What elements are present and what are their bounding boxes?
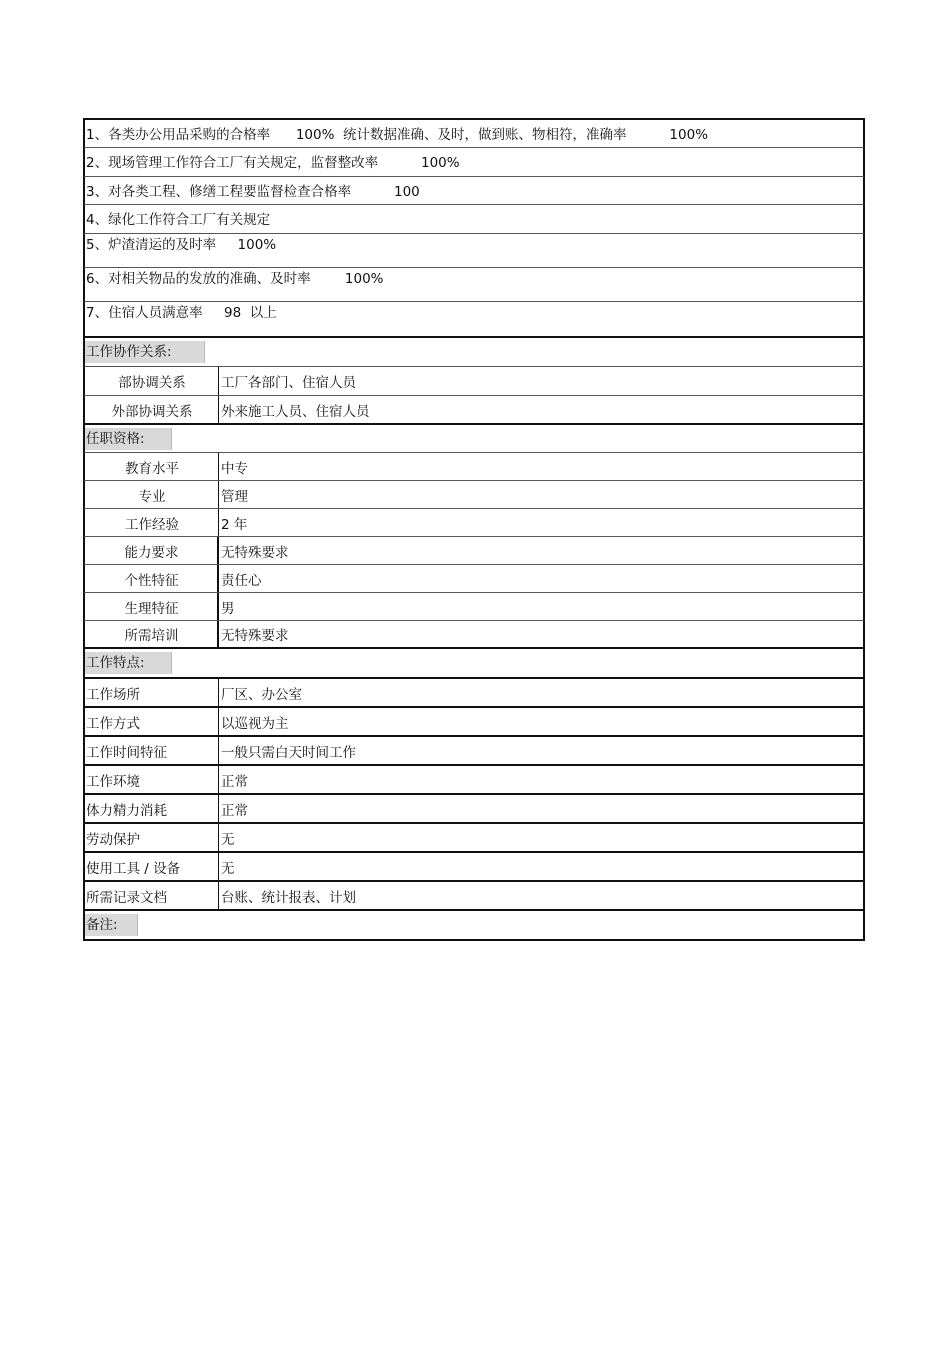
row-value: 男 xyxy=(221,600,235,617)
row-value: 一般只需白天时间工作 xyxy=(221,744,356,761)
row-label: 专业 xyxy=(85,481,219,508)
row-label: 工作环境 xyxy=(85,766,219,793)
row-value: 无特殊要求 xyxy=(221,628,289,644)
work-feature-row xyxy=(83,882,865,911)
work-feature-row xyxy=(83,679,865,708)
work-feature-row xyxy=(83,795,865,824)
kpi-text: 7、住宿人员满意率 98 以上 xyxy=(86,305,277,321)
kpi-text: 1、各类办公用品采购的合格率 100% 统计数据准确、及时，做到账、物相符，准确率 100% xyxy=(86,127,709,143)
work-feature-row xyxy=(83,853,865,882)
qualification-row xyxy=(83,453,865,481)
qualification-row xyxy=(83,565,865,593)
row-label: 所需培训 xyxy=(85,621,219,647)
row-label: 部协调关系 xyxy=(85,367,219,395)
section-title: 任职资格: xyxy=(85,428,172,450)
row-value: 管理 xyxy=(221,488,248,505)
row-label: 教育水平 xyxy=(85,453,219,480)
row-label: 工作时间特征 xyxy=(85,737,219,764)
qualification-row xyxy=(83,621,865,649)
row-value: 台账、统计报表、计划 xyxy=(221,889,356,906)
row-value: 正常 xyxy=(221,802,248,819)
row-value: 2 年 xyxy=(221,516,248,533)
work-feature-row xyxy=(83,737,865,766)
row-label: 个性特征 xyxy=(85,565,219,592)
kpi-row-4 xyxy=(83,205,865,234)
row-label: 体力精力消耗 xyxy=(85,795,219,822)
kpi-row-2 xyxy=(83,148,865,177)
remarks-section xyxy=(83,911,865,941)
section-title: 工作协作关系: xyxy=(85,341,205,363)
row-value: 无 xyxy=(221,860,235,877)
row-value: 无 xyxy=(221,831,235,848)
kpi-row-3 xyxy=(83,177,865,205)
row-value: 外来施工人员、住宿人员 xyxy=(221,403,370,420)
row-label: 能力要求 xyxy=(85,537,219,564)
row-label: 工作经验 xyxy=(85,509,219,536)
row-label: 生理特征 xyxy=(85,593,219,620)
kpi-text: 3、对各类工程、修缮工程要监督检查合格率 100 xyxy=(86,184,420,200)
row-label: 工作场所 xyxy=(85,679,219,706)
kpi-text: 6、对相关物品的发放的准确、及时率 100% xyxy=(86,271,384,287)
cooperation-row xyxy=(83,367,865,396)
row-value: 中专 xyxy=(221,460,248,477)
kpi-row-7 xyxy=(83,302,865,338)
qualification-row xyxy=(83,481,865,509)
section-title: 备注: xyxy=(85,914,138,936)
kpi-text: 5、炉渣清运的及时率 100% xyxy=(86,237,277,253)
row-label: 使用工具 / 设备 xyxy=(85,853,219,880)
row-label: 工作方式 xyxy=(85,708,219,735)
kpi-text: 2、现场管理工作符合工厂有关规定，监督整改率 100% xyxy=(86,155,460,171)
row-label: 所需记录文档 xyxy=(85,882,219,909)
row-label: 劳动保护 xyxy=(85,824,219,851)
row-value: 厂区、办公室 xyxy=(221,686,302,703)
row-value: 正常 xyxy=(221,773,248,790)
work-feature-row xyxy=(83,708,865,737)
cooperation-row xyxy=(83,396,865,425)
kpi-row-6 xyxy=(83,268,865,302)
row-value: 责任心 xyxy=(221,572,262,589)
job-description-table xyxy=(83,118,865,941)
qualification-row xyxy=(83,593,865,621)
qualification-row xyxy=(83,509,865,537)
section-title: 工作特点: xyxy=(85,652,172,674)
kpi-row-1 xyxy=(83,118,865,148)
row-value: 以巡视为主 xyxy=(221,715,289,732)
row-value: 无特殊要求 xyxy=(221,544,289,561)
kpi-text: 4、绿化工作符合工厂有关规定 xyxy=(86,212,271,228)
row-label: 外部协调关系 xyxy=(85,396,219,423)
work-feature-row xyxy=(83,824,865,853)
kpi-row-5 xyxy=(83,234,865,268)
work-feature-row xyxy=(83,766,865,795)
work-features-section-header xyxy=(83,649,865,679)
qualifications-section-header xyxy=(83,425,865,453)
qualification-row xyxy=(83,537,865,565)
cooperation-section-header xyxy=(83,338,865,367)
row-value: 工厂各部门、住宿人员 xyxy=(221,375,356,391)
